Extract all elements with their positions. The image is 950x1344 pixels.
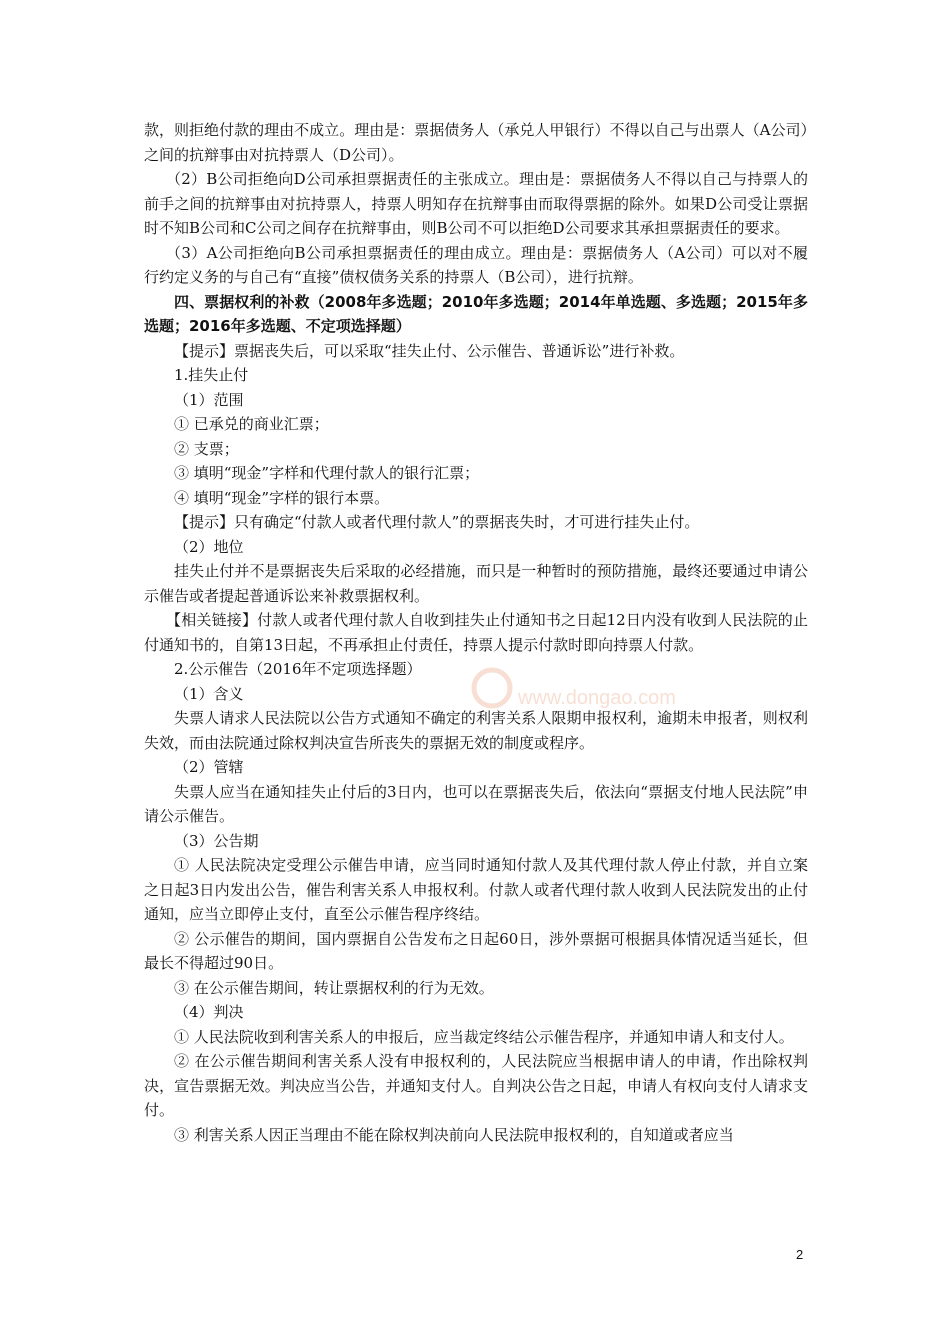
paragraph: ② 公示催告的期间，国内票据自公告发布之日起60日，涉外票据可根据具体情况适当延长，但最长不得超过90日。 — [144, 929, 808, 972]
watermark-text: www.dongao.com — [518, 687, 676, 709]
paragraph: （2）管辖 — [174, 758, 244, 776]
page-number: 2 — [796, 1247, 804, 1262]
paragraph: ① 已承兑的商业汇票； — [174, 415, 329, 433]
paragraph: ① 人民法院决定受理公示催告申请，应当同时通知付款人及其代理付款人停止付款，并自立案之日起3日内发出公告，催告利害关系人申报权利。付款人或者代理付款人收到人民法院发出的止付通知，应当立即停止支付，直至公示催告程序终结。 — [144, 856, 808, 923]
paragraph: 款，则拒绝付款的理由不成立。理由是：票据债务人（承兑人甲银行）不得以自己与出票人（A公司）之间的抗辩事由对抗持票人（D公司）。 — [144, 121, 808, 164]
paragraph: （2）地位 — [174, 537, 244, 556]
paragraph: 1.挂失止付 — [174, 366, 249, 384]
paragraph: （1）含义 — [174, 684, 244, 703]
paragraph: ④ 填明“现金”字样的银行本票。 — [174, 488, 390, 507]
paragraph: 失票人应当在通知挂失止付后的3日内，也可以在票据丧失后，依法向“票据支付地人民法院”申请公示催告。 — [144, 782, 808, 825]
paragraph: （3）A公司拒绝向B公司承担票据责任的理由成立。理由是：票据债务人（A公司）可以对不履行约定义务的与自己有“直接”债权债务关系的持票人（B公司），进行抗辩。 — [144, 243, 808, 286]
paragraph: （3）公告期 — [174, 831, 259, 850]
paragraph: （1）范围 — [174, 390, 244, 409]
paragraph: 失票人请求人民法院以公告方式通知不确定的利害关系人限期申报权利，逾期未申报者，则权利失效，而由法院通过除权判决宣告所丧失的票据无效的制度或程序。 — [144, 709, 808, 752]
paragraph: 【相关链接】付款人或者代理付款人自收到挂失止付通知书之日起12日内没有收到人民法院的止付通知书的，自第13日起，不再承担止付责任，持票人提示付款时即向持票人付款。 — [144, 611, 808, 654]
paragraph: ② 支票； — [174, 439, 239, 458]
paragraph: ③ 利害关系人因正当理由不能在除权判决前向人民法院申报权利的，自知道或者应当 — [174, 1125, 734, 1144]
paragraph: ① 人民法院收到利害关系人的申报后，应当裁定终结公示催告程序，并通知申请人和支付人。 — [174, 1027, 794, 1046]
paragraph: 【提示】票据丧失后，可以采取“挂失止付、公示催告、普通诉讼”进行补救。 — [174, 341, 685, 360]
paragraph: 【提示】只有确定“付款人或者代理付款人”的票据丧失时，才可进行挂失止付。 — [174, 513, 700, 531]
paragraph: 挂失止付并不是票据丧失后采取的必经措施，而只是一种暂时的预防措施，最终还要通过申请公示催告或者提起普通诉讼来补救票据权利。 — [144, 562, 808, 605]
paragraph: ③ 填明“现金”字样和代理付款人的银行汇票； — [174, 464, 480, 482]
section-heading: 四、票据权利的补救（2008年多选题；2010年多选题；2014年单选题、多选题；2015年多选题；2016年多选题、不定项选择题） — [144, 292, 808, 335]
paragraph: （2）B公司拒绝向D公司承担票据责任的主张成立。理由是：票据债务人不得以自己与持票人的前手之间的抗辩事由对抗持票人，持票人明知存在抗辩事由而取得票据的除外。如果D公司受让票据时不知B公司和C公司之间存在抗辩事由，则B公司不可以拒绝D公司要求其承担票据责任的要求。 — [144, 170, 808, 237]
paragraph: （4）判决 — [174, 1003, 244, 1021]
paragraph: ② 在公示催告期间利害关系人没有申报权利的，人民法院应当根据申请人的申请，作出除权判决，宣告票据无效。判决应当公告，并通知支付人。自判决公告之日起，申请人有权向支付人请求支付。 — [144, 1052, 808, 1119]
paragraph: 2.公示催告（2016年不定项选择题） — [174, 660, 422, 678]
paragraph: ③ 在公示催告期间，转让票据权利的行为无效。 — [174, 978, 494, 997]
document-page — [144, 118, 808, 1147]
